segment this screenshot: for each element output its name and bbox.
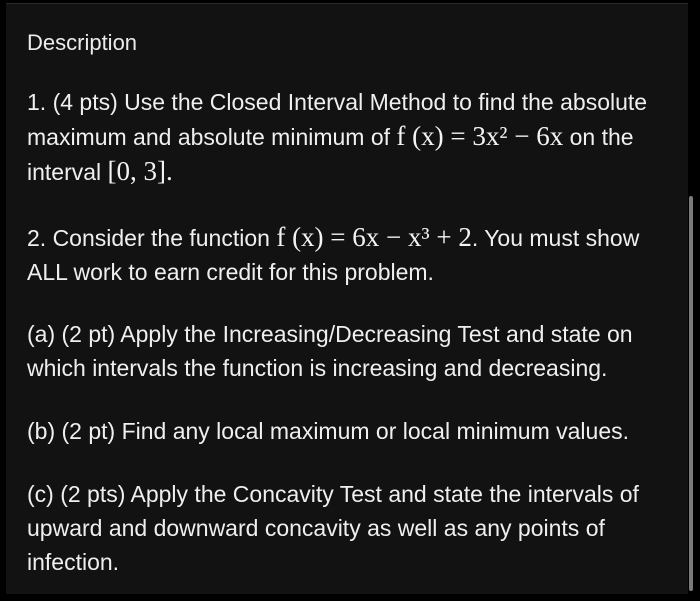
- q2-function: f (x) = 6x − x³ + 2: [276, 222, 472, 252]
- q1-function: f (x) = 3x² − 6x: [396, 121, 564, 151]
- question-1: [27, 85, 679, 189]
- q1-interval: [0, 3]: [107, 156, 167, 186]
- q1-middle: on the interval: [27, 124, 634, 185]
- q2-suffix: . You must show ALL work to earn credit for this problem.: [27, 225, 640, 285]
- question-2: [27, 220, 679, 289]
- q1-suffix: .: [166, 156, 173, 186]
- question-2-part-a: (a) (2 pt) Apply the Increasing/Decreasing Test and state on which intervals the function is increasing and decreasing.: [27, 321, 633, 381]
- vertical-scrollbar[interactable]: [689, 196, 693, 591]
- section-heading: Description: [27, 30, 138, 55]
- q1-prefix: 1. (4 pts) Use the Closed Interval Method to find the absolute maximum and absolute minimum of: [27, 89, 648, 150]
- question-2-part-c: (c) (2 pts) Apply the Concavity Test and state the intervals of upward and downward concavity as well as any points of infection.: [27, 481, 639, 575]
- q2-prefix: 2. Consider the function: [27, 225, 277, 251]
- question-2-part-b: (b) (2 pt) Find any local maximum or local minimum values.: [27, 418, 630, 444]
